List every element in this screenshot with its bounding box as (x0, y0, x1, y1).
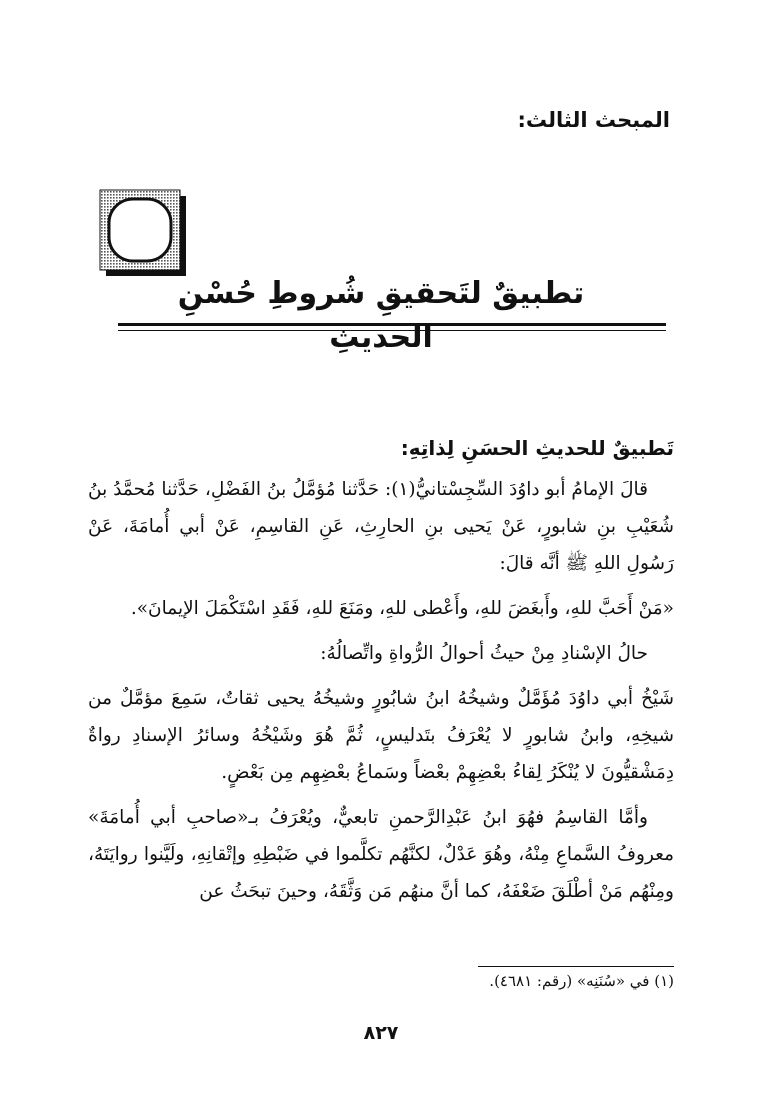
chapter-ornament-icon (98, 188, 188, 278)
body-text (88, 430, 674, 918)
title-rule-thin (118, 330, 666, 331)
footnote: (١) في «سُنَنِه» (رقم: ٤٦٨١). (489, 972, 674, 990)
title-rule-thick (118, 323, 666, 326)
footnote-rule (478, 966, 674, 967)
paragraph-4: وأمَّا القاسِمُ فهُوَ ابنُ عَبْدِالرَّحمنِ تابعيٌّ، ويُعْرَفُ بـ«صاحبِ أبي أُمامَةَ» معروفُ السَّماعِ مِنْهُ، وهُوَ عَدْلٌ، لكنَّهُم تكلَّموا في ضَبْطِهِ وإتْقانِهِ، ولَيَّنوا روايَتَهُ، ومِنْهُم مَنْ أطْلَقَ ضَعْفَهُ، كما أنَّ منهُم مَن وَثَّقَهُ، وحينَ تبحَثُ عن (88, 807, 674, 902)
page-number: ٨٢٧ (363, 1022, 399, 1044)
paragraph-1: قالَ الإمامُ أبو داوُدَ السِّجِسْتانيُّ(١): حَدَّثنا مُؤمَّلُ بنُ الفَضْلِ، حَدَّثنا مُحمَّدُ بنُ شُعَيْبِ بنِ شابورٍ، عَنْ يَحيى بنِ الحارِثِ، عَنِ القاسِمِ، عَنْ أبي أُمامَةَ، عَنْ رَسُولِ اللهِ ﷺ أنَّه قالَ: (88, 479, 674, 574)
subheading: تَطبيقٌ للحديثِ الحسَنِ لِذاتِهِ: (400, 436, 674, 460)
section-label: المبحث الثالث: (517, 108, 670, 132)
chapter-title: تطبيقٌ لتَحقيقِ شُروطِ حُسْنِ الحديثِ (177, 276, 585, 355)
paragraph-3: شَيْخُ أبي داوُدَ مُؤَمَّلٌ وشيخُهُ ابنُ شابُورٍ وشيخُهُ يحيى ثقاتٌ، سَمِعَ مؤمَّلٌ من شيخِهِ، وابنُ شابورٍ لا يُعْرَفُ بتَدليسٍ، ثُمَّ هُوَ وشَيْخُهُ وسائرُ الإسنادِ رواةٌ دِمَشْقيُّونَ لا يُنْكَرُ لِقاءُ بعْضِهِمْ بعْضاً وسَماعُ بعْضِهِم مِن بَعْضٍ. (88, 688, 674, 783)
hadith-quote: «مَنْ أَحَبَّ للهِ، وأَبغَضَ للهِ، وأَعْطى للهِ، ومَنَعَ للهِ، فَقَدِ اسْتَكْمَلَ الإيمانَ». (130, 598, 674, 619)
paragraph-isnad-heading: حالُ الإسْنادِ مِنْ حيثُ أحوالُ الرُّواةِ واتِّصالُهُ: (320, 643, 648, 664)
